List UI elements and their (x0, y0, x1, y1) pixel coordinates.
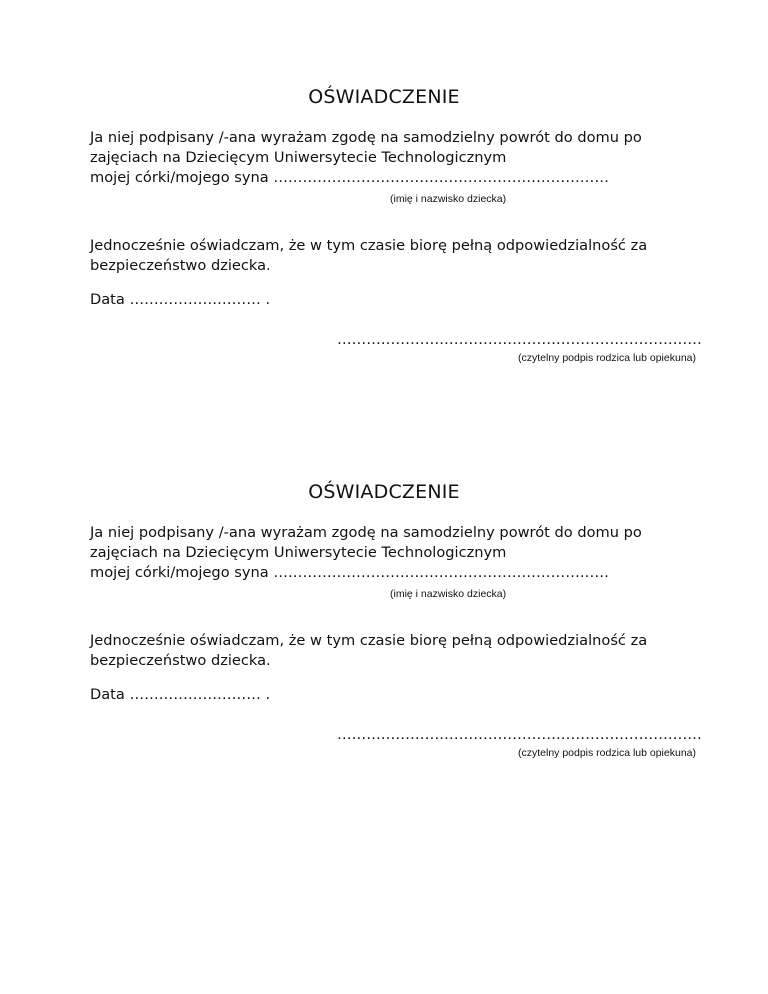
child-name-hint: (imię i nazwisko dziecka) (390, 193, 507, 205)
responsibility-text-line-1: Jednocześnie oświadczam, że w tym czasie biorę pełną odpowiedzialność za (90, 632, 648, 649)
statement-title: OŚWIADCZENIE (308, 481, 460, 503)
responsibility-text-line-1: Jednocześnie oświadczam, że w tym czasie biorę pełną odpowiedzialność za (90, 237, 648, 254)
responsibility-text-line-2: bezpieczeństwo dziecka. (90, 652, 271, 669)
statement-title: OŚWIADCZENIE (308, 86, 460, 108)
statement-form-1 (0, 0, 768, 364)
consent-text-line-2: zajęciach na Dziecięcym Uniwersytecie Technologicznym (90, 149, 507, 166)
consent-text-line-1: Ja niej podpisany /-ana wyrażam zgodę na samodzielny powrót do domu po (90, 129, 642, 146)
date-line: Data ……………………… . (90, 291, 271, 308)
date-line: Data ……………………… . (90, 686, 271, 703)
signature-line: ………………………………………………………………… (337, 726, 702, 743)
responsibility-text-line-2: bezpieczeństwo dziecka. (90, 257, 271, 274)
child-name-line: mojej córki/mojego syna …………………………………………………………… (90, 564, 609, 581)
signature-hint: (czytelny podpis rodzica lub opiekuna) (517, 747, 696, 759)
child-name-hint: (imię i nazwisko dziecka) (390, 588, 507, 600)
statement-form-2 (0, 395, 768, 759)
consent-text-line-2: zajęciach na Dziecięcym Uniwersytecie Technologicznym (90, 544, 507, 561)
signature-line: ………………………………………………………………… (337, 331, 702, 348)
signature-hint: (czytelny podpis rodzica lub opiekuna) (517, 352, 696, 364)
consent-text-line-1: Ja niej podpisany /-ana wyrażam zgodę na samodzielny powrót do domu po (90, 524, 642, 541)
child-name-line: mojej córki/mojego syna …………………………………………………………… (90, 169, 609, 186)
